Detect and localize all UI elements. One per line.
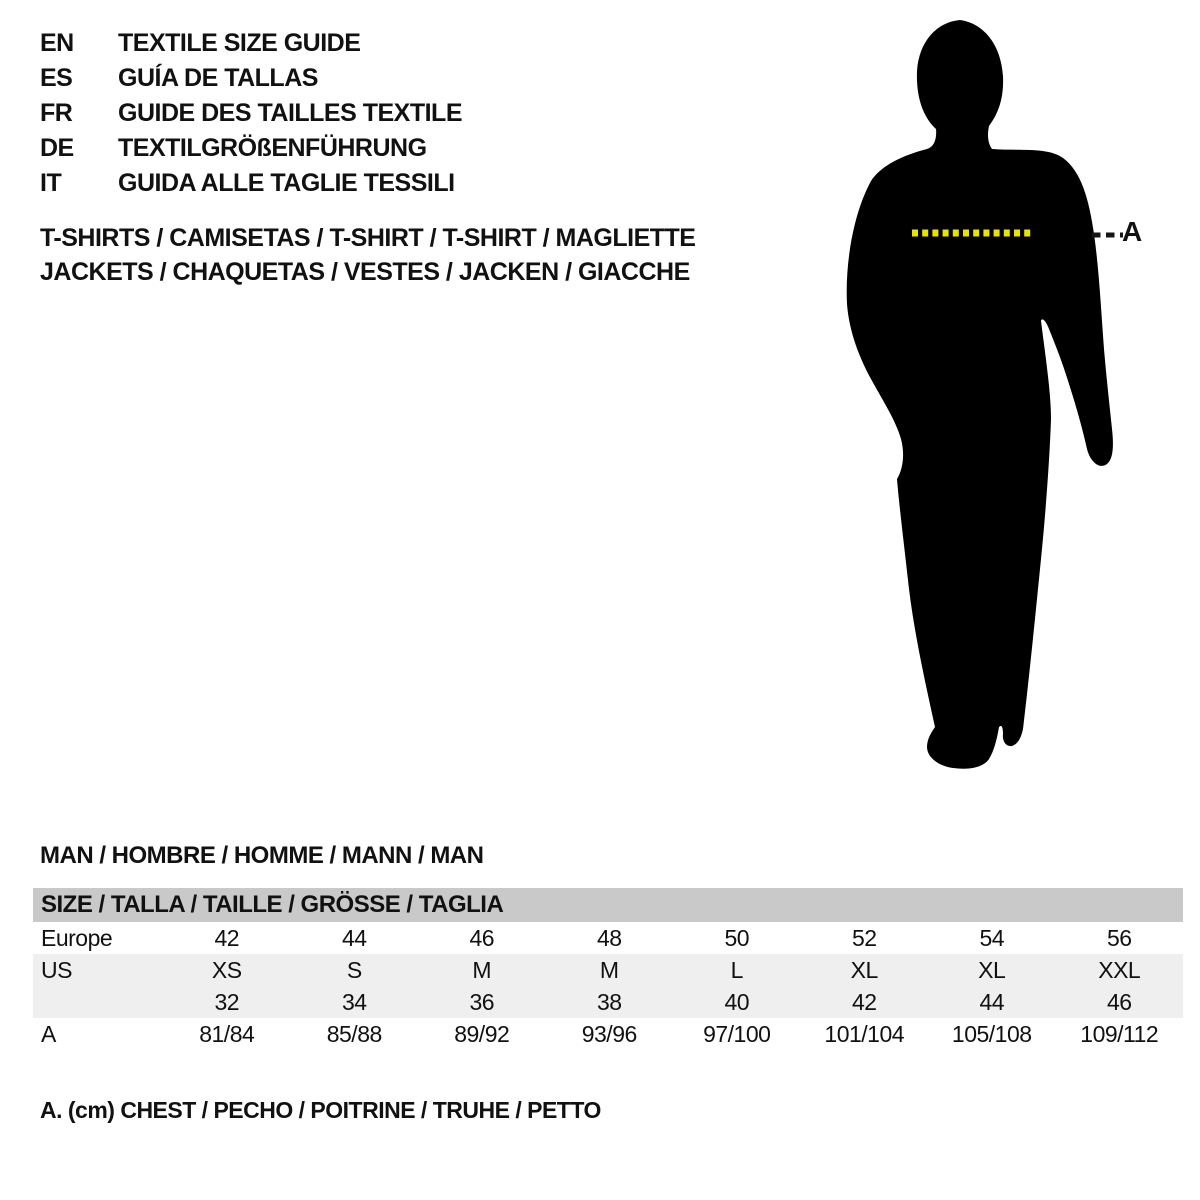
language-code: EN — [40, 29, 74, 57]
table-cell: 97/100 — [703, 1020, 771, 1047]
table-cell: 44 — [979, 988, 1005, 1015]
language-title: TEXTILE SIZE GUIDE — [118, 29, 361, 57]
language-code: FR — [40, 99, 73, 127]
table-cell: 54 — [979, 924, 1005, 951]
row-label: A — [41, 1020, 56, 1047]
table-row-us — [33, 954, 1183, 986]
table-cell: XXL — [1098, 956, 1141, 983]
measurement-footnote: A. (cm) CHEST / PECHO / POITRINE / TRUHE / PETTO — [40, 1097, 601, 1123]
table-cell: 93/96 — [581, 1020, 637, 1047]
table-cell: 46 — [469, 924, 495, 951]
table-row-europe — [33, 922, 1183, 954]
table-cell: S — [346, 956, 362, 983]
language-row — [40, 61, 462, 96]
language-code: DE — [40, 134, 74, 162]
table-header: SIZE / TALLA / TAILLE / GRÖSSE / TAGLIA — [33, 888, 1183, 922]
language-row — [40, 96, 462, 131]
row-label: Europe — [41, 924, 113, 951]
language-row — [40, 131, 462, 166]
language-title: GUÍA DE TALLAS — [118, 64, 318, 92]
table-cell: 101/104 — [824, 1020, 905, 1047]
table-cell: M — [599, 956, 619, 983]
table-cell: 52 — [851, 924, 877, 951]
row-label: US — [41, 956, 72, 983]
table-cell: XS — [211, 956, 242, 983]
table-cell: 109/112 — [1080, 1020, 1159, 1047]
table-cell: 40 — [724, 988, 750, 1015]
language-list — [40, 26, 462, 201]
language-code: IT — [40, 169, 62, 197]
language-row — [40, 166, 462, 201]
man-silhouette — [847, 20, 1113, 769]
category-jackets: JACKETS / CHAQUETAS / VESTES / JACKEN / GIACCHE — [40, 258, 690, 286]
table-cell: 32 — [214, 988, 240, 1015]
table-cell: 81/84 — [199, 1020, 255, 1047]
table-row-chest-a — [33, 1018, 1183, 1050]
table-cell: 44 — [341, 924, 367, 951]
table-cell: M — [472, 956, 492, 983]
language-title: TEXTILGRÖßENFÜHRUNG — [118, 134, 427, 162]
table-cell: 89/92 — [454, 1020, 510, 1047]
table-cell: 48 — [596, 924, 622, 951]
language-title: GUIDA ALLE TAGLIE TESSILI — [118, 169, 455, 197]
table-row-numeric — [33, 986, 1183, 1018]
man-silhouette-svg — [820, 0, 1200, 800]
table-cell: L — [730, 956, 743, 983]
table-cell: 105/108 — [951, 1020, 1032, 1047]
measure-label-a: A — [1122, 216, 1143, 247]
size-table — [33, 888, 1183, 1050]
language-row — [40, 26, 462, 61]
table-cell: XL — [850, 956, 878, 983]
table-cell: 85/88 — [326, 1020, 382, 1047]
table-cell: 42 — [214, 924, 240, 951]
section-title-man: MAN / HOMBRE / HOMME / MANN / MAN — [40, 842, 484, 869]
table-cell: 50 — [724, 924, 750, 951]
language-title: GUIDE DES TAILLES TEXTILE — [118, 99, 463, 127]
table-cell: 38 — [596, 988, 622, 1015]
figure-area — [820, 0, 1200, 800]
table-cell: 34 — [341, 988, 367, 1015]
table-cell: 46 — [1106, 988, 1132, 1015]
table-cell: 42 — [851, 988, 877, 1015]
table-cell: XL — [978, 956, 1006, 983]
language-code: ES — [40, 64, 73, 92]
category-list — [40, 221, 695, 289]
table-cell: 36 — [469, 988, 495, 1015]
category-tshirts: T-SHIRTS / CAMISETAS / T-SHIRT / T-SHIRT / MAGLIETTE — [40, 224, 696, 252]
table-cell: 56 — [1106, 924, 1132, 951]
